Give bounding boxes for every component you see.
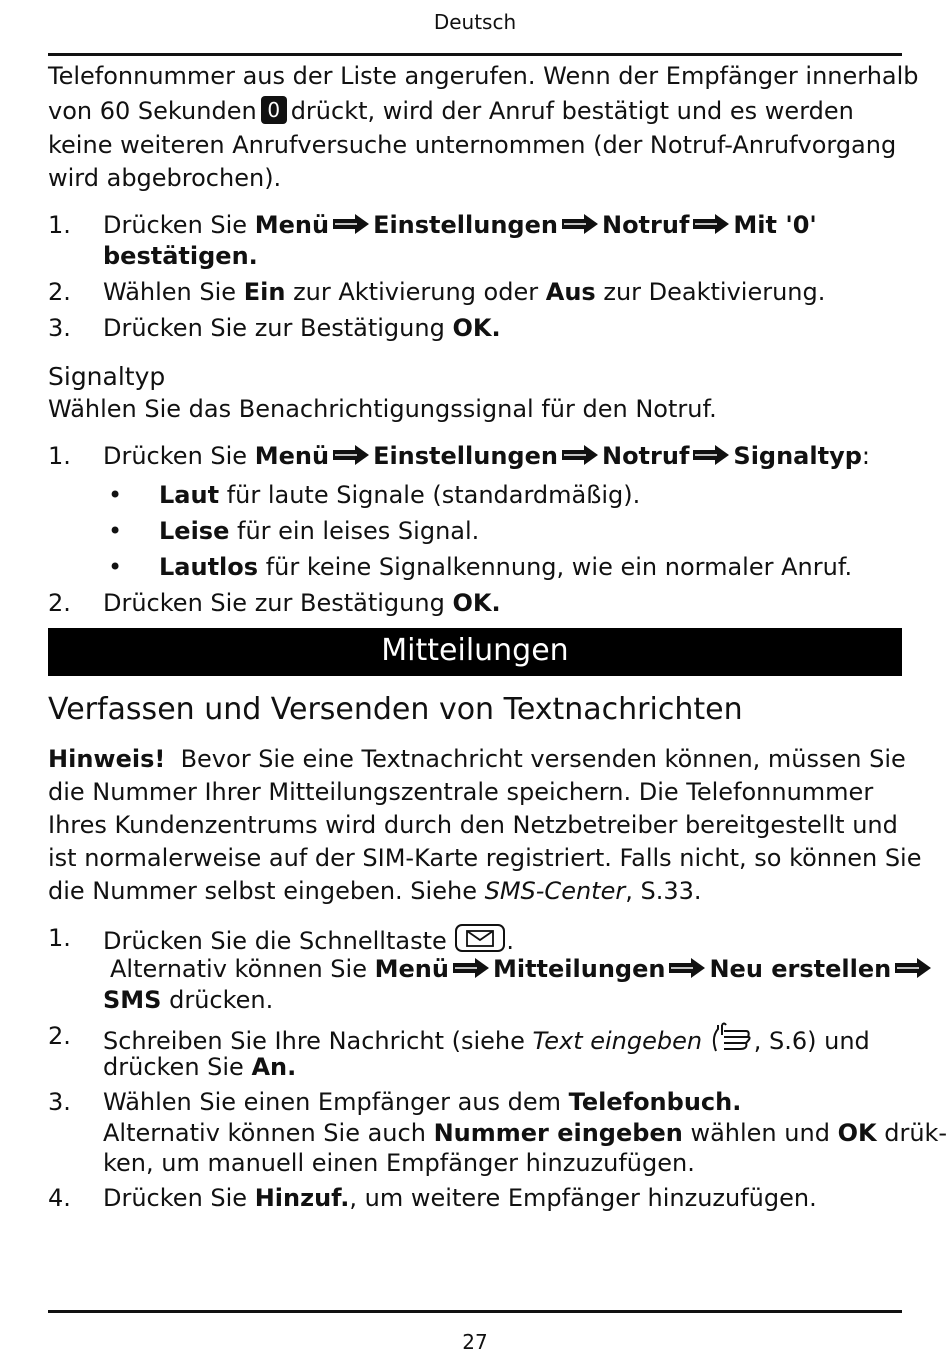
- intro-line: [48, 95, 904, 128]
- menu-label: Menü: [254, 211, 330, 239]
- list-item-cont: [103, 1118, 948, 1149]
- message-key-icon: [454, 923, 506, 953]
- list-number: 2.: [48, 1022, 71, 1050]
- option-desc: für laute Signale (standardmäßig).: [226, 481, 641, 509]
- hint-line: Ihres Kundenzentrums wird durch den Netzbetreiber bereitgestellt und: [48, 811, 898, 839]
- step-text: Drücken Sie zur Bestätigung: [103, 589, 445, 617]
- arrow-right-icon: [451, 957, 491, 979]
- list-number: 2.: [48, 278, 71, 306]
- menu-label: Menü: [374, 955, 449, 983]
- intro-line: Telefonnummer aus der Liste angerufen. Wenn der Empfänger innerhalb: [48, 62, 919, 90]
- intro-line: keine weiteren Anrufversuche unternommen (der Notruf-Anrufvorgang: [48, 131, 897, 159]
- step-text: Drücken Sie zur Bestätigung: [103, 314, 445, 342]
- signaltyp-label: Signaltyp: [733, 442, 862, 470]
- add-label: Hinzuf.: [254, 1184, 350, 1212]
- list-number: 1.: [48, 442, 71, 470]
- signaltyp-desc: Wählen Sie das Benachrichtigungssignal für den Notruf.: [48, 395, 717, 423]
- step-text: drük-: [884, 1119, 948, 1147]
- section-banner: Mitteilungen: [48, 628, 902, 676]
- settings-label: Einstellungen: [373, 442, 558, 470]
- list-item: [103, 588, 903, 619]
- list-number: 2.: [48, 589, 71, 617]
- bullet: •: [108, 553, 123, 581]
- step-text: :: [861, 442, 870, 470]
- arrow-right-icon: [691, 213, 731, 235]
- step-text: Drücken Sie: [103, 442, 248, 470]
- list-item: [103, 923, 903, 957]
- hint-text: , S.33.: [625, 877, 702, 905]
- list-item: [103, 441, 903, 472]
- hint-line: die Nummer Ihrer Mitteilungszentrale speichern. Die Telefonnummer: [48, 778, 874, 806]
- section-heading: Verfassen und Versenden von Textnachrichten: [48, 692, 743, 727]
- step-text: .: [506, 927, 515, 955]
- bullet: •: [108, 481, 123, 509]
- sms-label: SMS: [103, 986, 162, 1014]
- option-label: Lautlos: [159, 553, 259, 581]
- notruf-label: Notruf: [601, 211, 690, 239]
- arrow-right-icon: [560, 213, 600, 235]
- signaltyp-heading: Signaltyp: [48, 362, 166, 391]
- notruf-label: Notruf: [601, 442, 690, 470]
- bullet-item: [159, 552, 852, 583]
- bullet-item: [159, 480, 640, 511]
- arrow-right-icon: [893, 957, 933, 979]
- menu-label: Menü: [254, 442, 330, 470]
- list-number: 3.: [48, 314, 71, 342]
- phonebook-label: Telefonbuch.: [568, 1088, 742, 1116]
- arrow-right-icon: [331, 444, 371, 466]
- step-text: zur Aktivierung oder: [293, 278, 539, 306]
- page-header: Deutsch: [433, 10, 517, 34]
- intro-line: wird abgebrochen).: [48, 164, 282, 192]
- step-text: Drücken Sie die Schnelltaste: [103, 927, 447, 955]
- list-item-cont: [103, 985, 903, 1016]
- intro-text: drückt, wird der Anruf bestätigt und es werden: [290, 97, 854, 125]
- settings-label: Einstellungen: [373, 211, 558, 239]
- ok-label: OK.: [452, 589, 501, 617]
- step-text: Wählen Sie einen Empfänger aus dem: [103, 1088, 562, 1116]
- list-item: [103, 277, 903, 308]
- key-0-icon: 0: [261, 96, 287, 124]
- step-text: drücken Sie: [103, 1053, 244, 1081]
- header-rule: [48, 53, 902, 56]
- confirm-label: Mit '0': [733, 211, 817, 239]
- step-text: drücken.: [169, 986, 274, 1014]
- option-label: Leise: [159, 517, 230, 545]
- step-text: Schreiben Sie Ihre Nachricht (siehe: [103, 1027, 525, 1055]
- messages-label: Mitteilungen: [492, 955, 666, 983]
- footer-rule: [48, 1310, 902, 1313]
- list-item-cont: [110, 954, 910, 985]
- arrow-right-icon: [331, 213, 371, 235]
- on-label: Ein: [243, 278, 286, 306]
- list-number: 1.: [48, 924, 71, 952]
- bullet-item: [159, 516, 479, 547]
- an-label: An.: [251, 1053, 297, 1081]
- step-text: wählen und: [690, 1119, 830, 1147]
- option-desc: für ein leises Signal.: [237, 517, 480, 545]
- hint-text: die Nummer selbst eingeben. Siehe: [48, 877, 477, 905]
- step-text: , S.6) und: [753, 1027, 870, 1055]
- ok-label: OK: [837, 1119, 877, 1147]
- text-reference: Text eingeben: [532, 1027, 703, 1055]
- hint-reference: SMS-Center: [484, 877, 626, 905]
- hand-pointer-icon: [710, 1021, 754, 1053]
- step-text: Alternativ können Sie auch: [103, 1119, 426, 1147]
- step-text: Drücken Sie: [103, 211, 248, 239]
- off-label: Aus: [545, 278, 596, 306]
- arrow-right-icon: [691, 444, 731, 466]
- list-item: [103, 1087, 903, 1118]
- arrow-right-icon: [667, 957, 707, 979]
- list-number: 1.: [48, 211, 71, 239]
- confirm-label: bestätigen.: [103, 242, 258, 270]
- new-label: Neu erstellen: [709, 955, 892, 983]
- hint-line: [48, 875, 904, 908]
- enter-number-label: Nummer eingeben: [433, 1119, 683, 1147]
- hint-line: ist normalerweise auf der SIM-Karte registriert. Falls nicht, so können Sie: [48, 844, 922, 872]
- list-item: [103, 1183, 903, 1214]
- list-item: [103, 210, 903, 241]
- page-number: 27: [462, 1330, 488, 1354]
- option-desc: für keine Signalkennung, wie ein normaler Anruf.: [265, 553, 853, 581]
- option-label: Laut: [159, 481, 220, 509]
- hint-text: Bevor Sie eine Textnachricht versenden können, müssen Sie: [180, 745, 906, 773]
- list-number: 3.: [48, 1088, 71, 1116]
- ok-label: OK.: [452, 314, 501, 342]
- step-text: Wählen Sie: [103, 278, 237, 306]
- list-item-cont: [103, 241, 903, 272]
- step-text: Drücken Sie: [103, 1184, 248, 1212]
- arrow-right-icon: [560, 444, 600, 466]
- step-text: zur Deaktivierung.: [603, 278, 826, 306]
- list-item-cont: [103, 1052, 903, 1083]
- bullet: •: [108, 517, 123, 545]
- list-number: 4.: [48, 1184, 71, 1212]
- step-text: , um weitere Empfänger hinzuzufügen.: [349, 1184, 817, 1212]
- intro-text: von 60 Sekunden: [48, 97, 257, 125]
- step-text: Alternativ können Sie: [110, 955, 367, 983]
- list-item: [103, 313, 903, 344]
- hint-line: [48, 743, 904, 776]
- list-item-cont: ken, um manuell einen Empfänger hinzuzufügen.: [103, 1149, 695, 1177]
- hint-label: Hinweis!: [48, 745, 166, 773]
